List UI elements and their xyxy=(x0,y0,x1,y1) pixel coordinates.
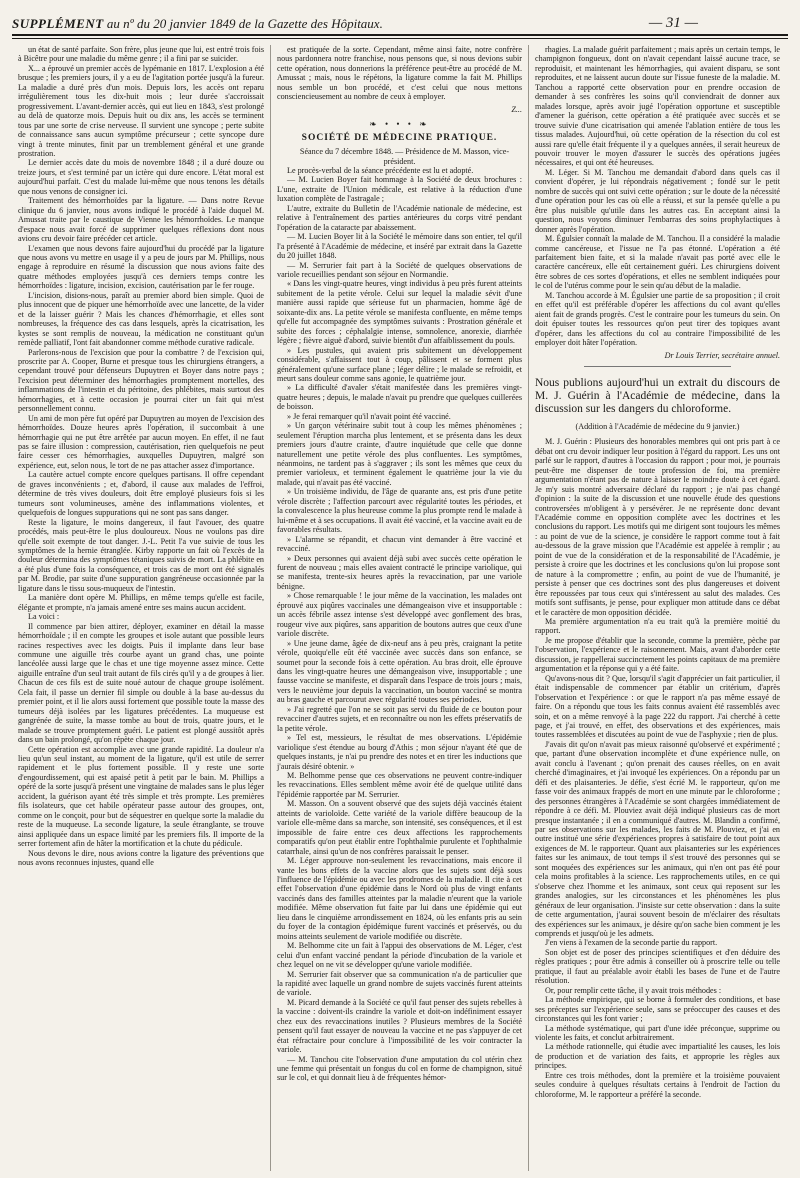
paragraph: Cette opération est accomplie avec une grande rapidité. La douleur n'a lieu qu'un seul instant, au moment de la ligature, qu'il est utile de serrer rapidement et le plus fortement possible. Il y reste une sorte d'engourdissement, qui est apaisé petit à petit par le bain. M. Phillips a opéré de la sorte jusqu'à présent une vingtaine de malades sans le plus léger accident, la guérison ayant été très simple et très prompte. Les premières fils isolateurs, que cet habile opérateur passe autour des groupes, ont, comme on le conçoit, pour but de séquestrer en quelque sorte la maladie du reste de la muqueuse. La seconde ligature, la seule étranglante, se trouve ainsi appliquée dans un espace limité par les premiers fils. Il importe de la serrer fortement afin de hâter la mortification et la chute du pédicule. xyxy=(18,744,264,849)
session-line: Séance du 7 décembre 1848. — Présidence de M. Masson, vice-président. xyxy=(299,147,510,166)
paragraph: Son objet est de poser des principes scientifiques et d'en déduire des règles pratiques ; pour être admis à conseiller où à proscrire telle ou telle pratique, il faut au préalable avoir établi les bases de l'une et de l'autre résolution. xyxy=(535,947,780,986)
running-title xyxy=(12,16,383,32)
paragraph: J'avais dit qu'on n'avait pas mieux raisonné qu'observé et expérimenté ; que, partant d'une observation incomplète et d'une expérience nulle, on avait conclu à l'avenant ; qu'on prenait des causes réelles, on en avait cherché d'imaginaires, et j'ai invoqué les expériences. On a répondu par un défi et des plaisanteries. Je défie, s'est écrié M. le rapporteur, qu'on me fasse voir des animaux frappés de mort en une minute par le chloroforme ; des personnes étrangères à l'Académie se sont chargées immédiatement de répondre à ce défi. M. Plouviez avait déjà indiqué plusieurs cas de mort presque instantanée ; il en a communiqué d'autres. M. Blandin a confirmé, par ses observations sur les malades, les faits de M. Plouviez, et j'ai en outre institué une série d'expériences propres à satisfaire de tout point aux exigences de M. le rapporteur. Quant aux plaisanteries sur les expériences faites sur les animaux, de tout temps il s'est trouvé des personnes qui se sont moquées des expériences sur les animaux, qui n'en ont pas été pour cela moins profitables à la science. Les rapprochements utiles, en ce qui s'observe chez l'homme et les animaux, sont ceux qui reposent sur les grandes analogies, sur les circonstances et les phénomènes les plus généraux de leur organisation. J'insiste sur cette observation : dans la suite de cette argumentation, j'aurai souvent besoin de m'éclairer des résultats des expériences sur les animaux, je désire qu'on sache bien comment je les comprends et jusqu'où je les admets. xyxy=(535,739,780,938)
section-divider xyxy=(584,366,731,367)
paragraph: La cautère actuel compte encore quelques partisans. Il offre cependant de graves inconvénients ; et, d'abord, il cause aux malades de l'effroi, détermine de très vives douleurs, doit être employé plusieurs fois si les tumeurs sont volumineuses, amène des inflammations violentes, et quelquefois de longues suppurations qui ne sont pas sans danger. xyxy=(18,470,264,518)
page-header xyxy=(12,8,788,32)
paragraph: M. Léger. Si M. Tanchou me demandait d'abord dans quels cas il convient d'opérer, je lui répondrais négativement ; fondé sur le petit nombre de succès qui ont suivi cette opération ; sur le doute de la nécessité d'une opération pour les cas où elle a réussi, et sur la pensée qu'elle a pu être plus nuisible qu'utile dans les autres cas. En acceptant ainsi la question, nous voyons diminuer l'embarras des soins prophylactiques à donner après l'opération. xyxy=(535,167,780,234)
paragraph: M. Léger approuve non-seulement les revaccinations, mais encore il vante les bons effets de la vaccine alors que les sujets sont déjà sous l'influence de l'épidémie ou avec les prodromes de la maladie. Il cite à cet effet l'observation d'une épidémie dans le Nord où plus de vingt enfants vaccinés dans des familles atteintes par la maladie n'eurent que la variole modifiée. Même observation fut faite par lui dans une épidémie qui eut lieu dans le cinquième arrondissement en 1824, où les enfants pris au sein du foyer de la contagion épidémique furent vaccinés et préservés, ou du moins atteints seulement de variole modifiée ou discrète. xyxy=(277,856,522,941)
paragraph: L'autre, extraite du Bulletin de l'Académie nationale de médecine, est relative à l'entraînement des parties antérieures du corps vitré pendant l'opération de la cataracte par abaissement. xyxy=(277,203,522,232)
newspaper-page xyxy=(12,8,788,1172)
paragraph: M. Picard demande à la Société ce qu'il faut penser des sujets rebelles à la vaccine : doivent-ils craindre la variole et doit-on indéfiniment essayer chez eux des revaccinations inutiles ? Plusieurs membres de la Société pensent qu'il faut essayer de nouveau la vaccine et ne pas s'appuyer de cet état réfractaire pour conclure à l'impossibilité de les voir contracter la variole. xyxy=(277,997,522,1055)
issue-reference: au nº du 20 janvier 1849 de la Gazette des Hôpitaux. xyxy=(106,16,383,31)
article-heading: Nous publions aujourd'hui un extrait du discours de M. J. Guérin à l'Académie de médecine, dans la discussion sur les dangers du chloroforme. xyxy=(535,376,780,415)
paragraph: Nous devons le dire, nous avions contre la ligature des préventions que nous avons reconnues injustes, quand elle xyxy=(18,848,264,867)
paragraph: M. Belhomme pense que ces observations ne peuvent contre-indiquer les revaccinations. Elles semblent même avoir été de quelque utilité dans l'épidémie rapportée par M. Serrurier. xyxy=(277,770,522,799)
paragraph: Le dernier accès date du mois de novembre 1848 ; il a duré douze ou treize jours, et s'est terminé par un ictère qui dure encore. L'état moral est aujourd'hui parfait. C'est du malade lui-même que nous tenons les détails que nous venons de consigner ici. xyxy=(18,158,264,196)
column-3 xyxy=(528,45,786,1171)
supplement-label: SUPPLÉMENT xyxy=(12,16,104,31)
paragraph: » L'alarme se répandit, et chacun vint demander à être vacciné et revacciné. xyxy=(277,534,522,554)
paragraph: — M. Tanchou cite l'observation d'une amputation du col utérin chez une femme qui présentait un fongus du col en forme de champignon, situé sur le col, et qui donnait lieu à de fréquentes hémor- xyxy=(277,1054,522,1083)
paragraph: Il commence par bien attirer, déployer, examiner en détail la masse hémorrhoïdale ; il en compte les groupes et isole autant que possible leurs racines respectives avec les doigts. Puis il implante dans leur base commune une aiguille très courbe ayant un grand chas, une pointe lancéolée aussi large que le chas et une tige moyenne assez mince. Cette aiguille entraîne d'un seul trait autant de fils cirés qu'il y a de groupes à lier. Chacun de ces fils est de suite noué autour de chaque groupe isolément. Cela fait, il passe un dernier fil simple ou double à la base au-dessus du premier point, et il lie alors aussi fortement que possible toute la masse des tumeurs déjà isolées par les ligatures précédentes. La muqueuse est gangrénée de suite, la masse tombe au bout de trois, quatre jours, et le malade se trouve promptement guéri. Le patient est plongé aussitôt après dans un bain prolongé, qu'on répète chaque jour. xyxy=(18,621,264,745)
paragraph: Or, pour remplir cette tâche, il y avait trois méthodes : xyxy=(545,985,722,995)
paragraph: L'incision, disions-nous, paraît au premier abord bien simple. Quoi de plus innocent que de piquer une hémorrhoïde avec une lancette, de la vider et de la laisser guérir ? Mais les chances d'hémorrhagie, et elles sont nombreuses, la fréquence des cas dans lesquels, après la cicatrisation, les kystes se sont remplis de nouveau, la médication ne constituant qu'un remède palliatif, l'ont fait abandonner comme méthode curative radicale. xyxy=(18,290,264,348)
paragraph: » Une jeune dame, âgée de dix-neuf ans à peu près, craignant la petite vérole, quoiqu'elle eût été vaccinée avec succès dans son enfance, se soumet pour la seconde fois à cette opération. Au bras droit, elle éprouve dans les vingt-quatre heures une démangeaison vive, insupportable ; une fausse vaccine se manifeste, et disparaît dans l'espace de trois jours ; mais, vers le neuvième jour depuis la vaccination, un bouton vacciné se montra au bras gauche et parcourut avec régularité toutes ses périodes. xyxy=(277,638,522,705)
paragraph: Parlerons-nous de l'excision que pour la combattre ? de l'excision qui, proscrite par A. Cooper, Burne et presque tous les chirurgiens étrangers, a cependant trouvé pour défenseurs Dupuytren et Boyer dans notre pays ; l'excision peut déterminer des hémorrhagies promptement mortelles, des inflammations de l'intestin et du péritoine, des phlébites, mais surtout des hémorrhagies, et à cette occasion je pourrai citer un fait qui m'est personnellement connu. xyxy=(18,347,264,414)
header-rule xyxy=(12,34,788,39)
paragraph: M. Masson. On a souvent observé que des sujets déjà vaccinés étaient atteints de varioloïde. Cette variété de la variole diffère beaucoup de la variole elle-même dans sa marche, son intensité, ses conséquences, et il est impossible de faire entre ces deux affections les rapprochements comparatifs qu'on peut établir entre l'ophthalmie purulente et l'ophthalmie catarrhale, ainsi qu'un de nos confrères paraissait le penser. xyxy=(277,799,522,856)
paragraph: » Un troisième individu, de l'âge de quarante ans, est pris d'une petite vérole discrète ; l'affection parcourt avec régularité toutes les périodes, et la convalescence la plus heureuse comme la plus prompte rend le malade à lui-même et à ses occupations. Il avait été vacciné, et la vaccine avait eu de favorables résultats. xyxy=(277,487,522,535)
paragraph: » Un garçon vétérinaire subit tout à coup les mêmes phénomènes ; seulement l'éruption marcha plus lentement, et se présenta dans les deux premiers jours d'autre crainte, d'autre inquiétude que celle que donne naturellement une petite vérole des plus confluentes. Les symptômes, néanmoins, ne tardent pas à s'aggraver ; ils sont les mêmes que ceux du premier varioleux, et terminent également le quatrième jour la vie du malade, qui n'avait pas été vacciné. xyxy=(277,421,522,487)
paragraph: Je me propose d'établir que la seconde, comme la première, pèche par l'observation, l'expérience et le raisonnement. Mais, avant d'aborder cette discussion, je rappellerai succinctement les points capitaux de ma première argumentation et la réponse qui y a été faite. xyxy=(535,635,780,674)
paragraph: rhagies. La malade guérit parfaitement ; mais après un certain temps, le champignon fongueux, dont on n'avait cependant laissé aucune trace, se reproduisit, et maintenant les hémorrhagies, qui avaient disparu, se sont reproduites, et ne laissent aucun doute sur l'issue funeste de la maladie. M. Tanchou a rapporté cette observation pour en prendre occasion de demander à ses confrères les soins qu'il conviendrait de donner aux malades lorsque, après avoir jugé l'opération opportune et susceptible d'amener la guérison, cette opération a été pratiquée avec succès et se trouve suivie d'une cicatrisation qui amenée l'ablation entière de tous les tissus malades. Aujourd'hui, où cette opération de la résection du col est aussi rare qu'elle était fréquente il y a quelques années, il serait heureux de pouvoir trouver le moyen d'assurer le succès des opérations jugées nécessaires, et qui ont été heureuses. xyxy=(535,45,780,168)
paragraph: M. Tanchou accorde à M. Égulsier une partie de sa proposition ; il croit en effet qu'il est préférable d'opérer les affections du col avant qu'elles aient fait de grands progrès. C'est le contraire pour les tumeurs du sein. On doit épuiser toutes les ressources qu'on peut tirer des topiques avant d'opérer, dans les affections du col au contraire l'impossibilité de les employer doit hâter l'opération. xyxy=(535,290,780,348)
paragraph: — M. Lucien Boyer fait hommage à la Société de deux brochures : L'une, extraite de l'Union médicale, est relative à la réduction d'une luxation complète de l'astragale ; xyxy=(277,175,522,204)
paragraph: » Les pustules, qui avaient pris subitement un développement considérable, s'affaissent tout à coup, pâlissent et se forment plus généralement qu'une surface plane ; léger délire ; le malade se refroidit, et meurt sans douleur comme sans agonie, le quatrième jour. xyxy=(277,345,522,383)
paragraph: M. Égulsier connaît la malade de M. Tanchou. Il a considéré la maladie comme cancéreuse, et l'issue ne l'a pas étonné. L'opération a été parfaitement bien faite, et si la malade n'avait pas porté avec elle le caractère cancéreux, elle eût certainement guéri. Les chirurgiens doivent être sobres de ces sortes d'opérations, et elles ne semblent indiquées pour le col de l'utérus comme pour le sein qu'au début de la maladie. xyxy=(535,234,780,291)
paragraph: Le procès-verbal de la séance précédente est lu et adopté. xyxy=(287,165,474,175)
paragraph: J'en viens à l'examen de la seconde partie du rapport. xyxy=(545,938,718,948)
article-subheading: (Addition à l'Académie de médecine du 9 janvier.) xyxy=(575,421,740,431)
ornament-divider: ❧ • • • ❧ xyxy=(369,119,430,130)
paragraph: — M. Serrurier fait part à la Société de quelques observations de variole recueillies pendant son séjour en Normandie. xyxy=(277,260,522,279)
paragraph: » Deux personnes qui avaient déjà subi avec succès cette opération le furent de nouveau ; mais elles avaient contracté le principe variolique, qui se manifesta, trente-six heures après la revaccination, par une variole bénigne. xyxy=(277,553,522,591)
paragraph: Qu'avons-nous dit ? Que, lorsqu'il s'agit d'apprécier un fait particulier, il était indispensable de commencer par établir un critérium, d'après l'observation et l'expérience : or que le rapport n'a pas même essayé de faire. On a répondu que tous les faits connus avaient été rassemblés avec soin, et on a même renvoyé à la page 222 du rapport. J'ai cherché à cette page, et j'ai trouvé, en effet, des observations et des expériences, mais toutes rassemblées et discutées au point de vue de l'asphyxie ; rien de plus. xyxy=(535,673,780,740)
secretary-signature: Dr Louis Terrier, secrétaire annuel. xyxy=(664,350,780,360)
paragraph: Ma première argumentation n'a eu trait qu'à la première moitié du rapport. xyxy=(535,617,780,636)
paragraph: » J'ai regretté que l'on ne se soit pas servi du fluide de ce bouton pour revacciner d'autres sujets, et en reconnaître ou non les effets préservatifs de la petite vérole. xyxy=(277,704,522,733)
paragraph: » Chose remarquable ! le jour même de la vaccination, les malades ont éprouvé aux piqûres vaccinales une démangeaison vive et insupportable : un accès fébrile assez intense s'est développé avec gonflement des bras, rougeur vive aux piqûres, sans apparition de boutons autres que ceux d'une variole discrète. xyxy=(277,591,522,639)
paragraph: est pratiquée de la sorte. Cependant, même ainsi faite, notre confrère nous pardonnera notre franchise, nous pensons que, si nous devions subir cette opération, nous donnerions la préférence peut-être au procédé de M. Amussat ; mais, nous le répétons, la ligature comme la fait M. Phillips nous semble un bon procédé, et c'est celui que nous mettons consciencieusement au nombre de ceux à employer. xyxy=(277,45,522,102)
paragraph: La méthode empirique, qui se borne à formuler des conditions, et base ses préceptes sur l'expérience seule, sans se préoccuper des causes et des circonstances qui les font varier ; xyxy=(535,995,780,1024)
paragraph: M. Serrurier fait observer que sa communication n'a de particulier que la rapidité avec laquelle un grand nombre de sujets vaccinés furent atteints de variole. xyxy=(277,969,522,998)
page-number: — 31 — xyxy=(648,15,698,31)
column-1 xyxy=(12,45,270,1171)
paragraph: M. Belhomme cite un fait à l'appui des observations de M. Léger, c'est celui d'un enfant vacciné pendant la période d'incubation de la variole et chez lequel on ne vit se développer qu'une variole modifiée. xyxy=(277,941,522,970)
paragraph: La méthode rationnelle, qui étudie avec impartialité les causes, les lois de production et de variation des faits, et approprie les règles aux principes. xyxy=(535,1042,780,1071)
paragraph: Reste la ligature, le moins dangereux, il faut l'avouer, des quatre procédés, mais peut-être le plus douloureux. Nous ne voulons pas dire qu'elle soit exempte de tout danger. J.-L. Petit l'a vue suivie de tous les symptômes de la hernie étranglée. Kirby rapporte un fait où l'excès de la douleur détermina des symptômes tétaniques suivis de mort. La phlébite en a été plus d'une fois la conséquence, et trois cas de mort ont été signalés par M. Brodie, par suite d'une suppuration gangréneuse occasionnée par la ligature dans le tissu sous-muqueux de l'intestin. xyxy=(18,517,264,593)
paragraph: M. J. Guérin : Plusieurs des honorables membres qui ont pris part à ce débat ont cru devoir indiquer leur position à l'égard du rapport. Les uns ont parlé sur le rapport, d'autres à l'occasion du rapport ; pour moi, je pourrais peut-être me dispenser de toute profession de foi, ma première argumentation n'étant pas de nature à laisser le moindre doute à cet égard. Je m'y suis montré adversaire déclaré du rapport ; je n'ai pas changé d'opinion : la suite de la discussion et une nouvelle étude des questions controversées m'obligent à y persévérer. Je ne représente donc devant l'Académie comme en opposition complète avec les doctrines et les conclusions du rapport. Les motifs qui me dirigent sont toujours les mêmes : au point de vue de la science, je considère le rapport comme tout à fait au-dessous de la grave mission que l'Académie est appelée à remplir ; au point de vue de la considération et de la responsabilité de l'Académie, je persiste à croire que les doctrines et les conclusions qu'on lui propose sont de nature à la compromettre ; enfin, au point de vue de l'humanité, je persiste à penser que ces doctrines sont des plus dangereuses et doivent être repoussées par tous ceux qui s'intéressent au salut des malades. Ces motifs sont suffisants, je pense, pour expliquer mon attitude dans ce débat et le caractère de mon opposition décidée. xyxy=(535,437,780,617)
section-title: SOCIÉTÉ DE MÉDECINE PRATIQUE. xyxy=(301,132,498,143)
paragraph: La manière dont opère M. Phillips, en même temps qu'elle est facile, élégante et prompte, n'a jamais amené entre ses mains aucun accident. xyxy=(18,593,264,612)
paragraph: » Tel est, messieurs, le résultat de mes observations. L'épidémie variolique s'est étendue au bourg d'Athis ; mon séjour n'ayant été que de quelques instants, je n'ai pu prendre des notes et en tirer les inductions que j'aurais désiré obtenir. » xyxy=(277,733,522,771)
paragraph: Traitement des hémorrhoïdes par la ligature. — Dans notre Revue clinique du 6 janvier, nous avons indiqué le procédé à l'aide duquel M. Amussat traite par le caustique de Vienne les hémorrhoïdes. Le manque d'espace nous avait forcé de supprimer quelques réflexions dont nous avions cru devoir faire précéder cet article. xyxy=(18,196,264,244)
paragraph: L'examen que nous devons faire aujourd'hui du procédé par la ligature que nous avons vu mettre en usage il y a peu de jours par M. Phillips, nous engage à reproduire en résumé la discussion que nous avions faite des quatre méthodes employées jusqu'à ces derniers temps contre les hémorrhoïdes : ligature, incision, excision, cautérisation par le fer rouge. xyxy=(18,243,264,291)
paragraph: un état de santé parfaite. Son frère, plus jeune que lui, est entré trois fois à Bicêtre pour une maladie du même genre ; il a fini par se suicider. xyxy=(18,45,264,64)
paragraph: X... a éprouvé un premier accès de lypémanie en 1817. L'explosion a été brusque ; les premiers jours, il y a eu de l'agitation portée jusqu'à la fureur. La maladie a duré près d'un mois. Depuis lors, les accès ont reparu irrégulièrement tous les dix-huit mois ; leur durée s'accroissait progressivement. L'avant-dernier accès, qui eut lieu en 1843, s'est prolongé au delà de quatorze mois. Depuis huit ou dix ans, les accès se terminent tous par une sorte de crise nerveuse. Il survient une syncope ; perte subite de connaissance sans aucun symptôme précurseur ; cette syncope dure vingt à trente minutes, finit par un tremblement général et une grande prostration. xyxy=(18,63,264,158)
paragraph: » La difficulté d'avaler s'était manifestée dans les premières vingt-quatre heures ; depuis, le malade n'avait pu prendre que quelques cuillerées de boisson. xyxy=(277,383,522,412)
article-signature: Z... xyxy=(511,104,522,114)
paragraph: La voici : xyxy=(28,612,60,622)
paragraph: » Je ferai remarquer qu'il n'avait point été vacciné. xyxy=(287,411,451,421)
paragraph: Un ami de mon père fut opéré par Dupuytren au moyen de l'excision des hémorrhoïdes. Douze heures après l'opération, il succombait à une hémorrhagie qui ne put être arrêtée par aucun moyen. En effet, il ne faut pas se faire illusion : compression, cautérisation, rien quelquefois ne peut faire cesser ces hémorrhagies, auxquelles Dupuytren, malgré son expérience, eut, selon nous, le tort de ne pas attacher assez d'importance. xyxy=(18,413,264,470)
paragraph: — M. Lucien Boyer lit à la Société le mémoire dans son entier, tel qu'il l'a présenté à l'Académie de médecine, et inséré par extrait dans la Gazette du 20 juillet 1848. xyxy=(277,232,522,261)
paragraph: « Dans les vingt-quatre heures, vingt individus à peu près furent atteints subitement de la petite vérole. Celui sur lequel la maladie sévit d'une manière aussi rapide que sérieuse fut un pharmacien, homme âgé de soixante-dix ans. La petite vérole se manifesta confluente, en même temps qu'elle fut accompagnée des symptômes suivants : Prostration générale et subite des forces ; céphalalgie intense, somnolence, anorexie, diarrhée légère ; fièvre aiguë d'abord, suivie bientôt d'un affaiblissement du pouls. xyxy=(277,279,522,346)
paragraph: La méthode systématique, qui part d'une idée préconçue, supprime ou violente les faits, et conclut arbitrairement. xyxy=(535,1023,780,1042)
paragraph: Entre ces trois méthodes, dont la première et la troisième pouvaient seules conduire à quelques résultats certains à l'endroit de l'action du chloroforme, M. le rapporteur a préféré la seconde. xyxy=(535,1070,780,1099)
column-2 xyxy=(270,45,528,1171)
